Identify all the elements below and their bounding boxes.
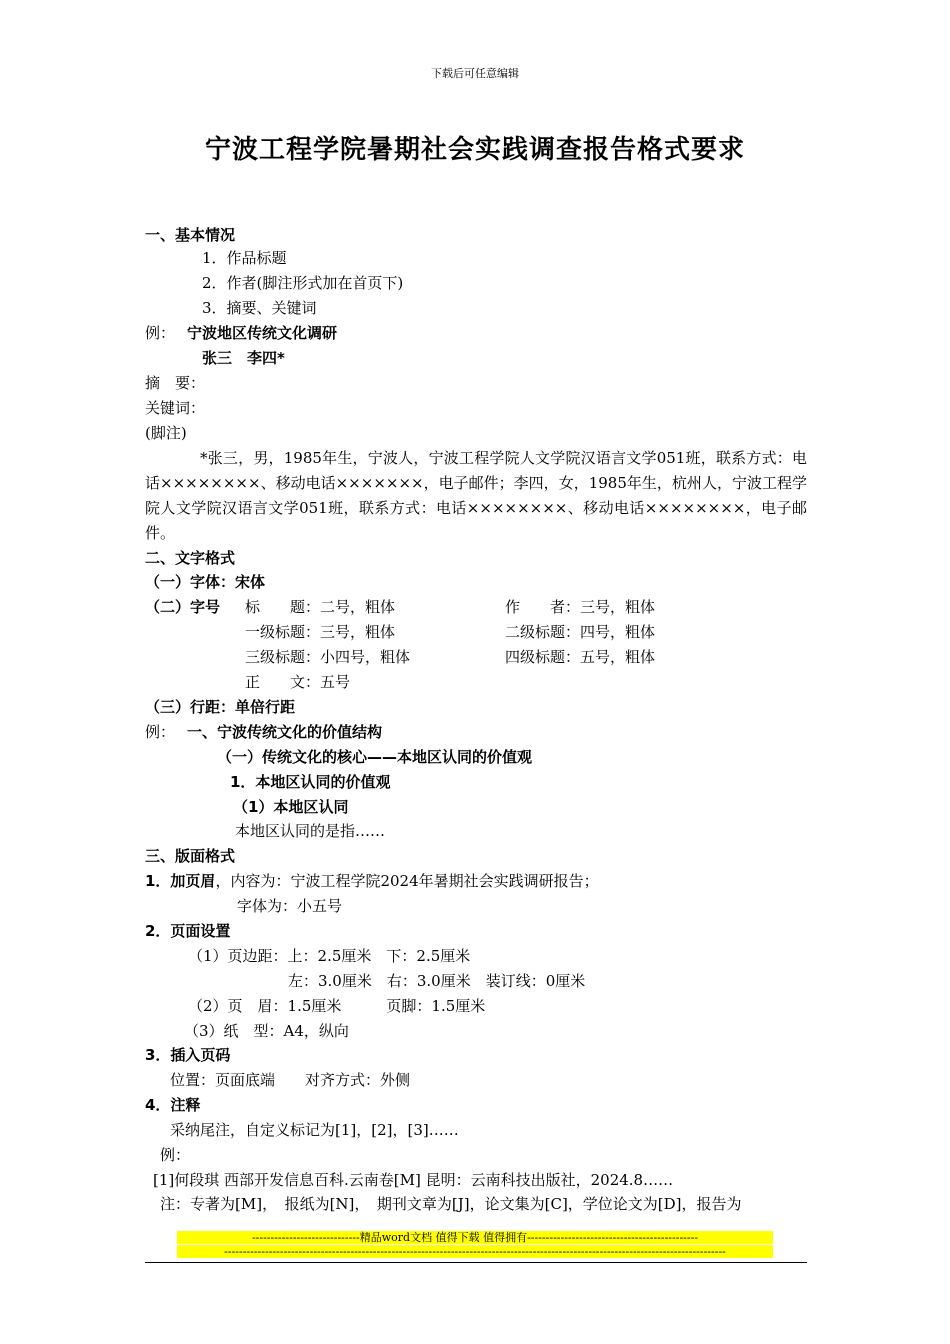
basic-item-2: 2．作者(脚注形式加在首页下) [202,274,404,292]
reference-type-note: 注：专著为[M]， 报纸为[N]， 期刊文章为[J]，论文集为[C]，学位论文为[D]，报告为 [160,1195,742,1213]
footer-dash-line: --------------------------------------------------------------------------------------------------------------------------------------- [177,1245,773,1258]
example-heading-level-4: （1）本地区认同 [233,798,349,816]
spacing-rule: （三）行距：单倍行距 [145,698,296,716]
size-level-2: 二级标题：四号，粗体 [505,623,656,641]
page-header-note: 下载后可任意编辑 [431,67,519,80]
size-body: 正 文：五号 [245,673,351,691]
example-prefix-2: 例： [145,723,176,741]
font-rule: （一）字体：宋体 [145,573,266,591]
notes-heading: 4．注释 [145,1096,201,1114]
basic-item-3: 3．摘要、关键词 [202,299,317,317]
paper-rule: （3）纸 型：A4，纵向 [184,1022,349,1040]
reference-example: [1]何段琪 西部开发信息百科.云南卷[M] 昆明：云南科技出版社，2024.8…… [153,1171,674,1189]
header-footer-rule: （2）页 眉：1.5厘米 页脚：1.5厘米 [188,997,486,1015]
size-level-1: 一级标题：三号，粗体 [245,623,396,641]
header-rule-label: 1．加页眉 [145,872,216,890]
header-font-rule: 字体为：小五号 [237,897,343,915]
size-author: 作 者：三号，粗体 [505,598,656,616]
header-rule-text: ，内容为：宁波工程学院2024年暑期社会实践调研报告； [215,872,599,890]
margin-rule-2: 左：3.0厘米 右：3.0厘米 装订线：0厘米 [288,972,586,990]
size-level-4: 四级标题：五号，粗体 [505,648,656,666]
section-1-heading: 一、基本情况 [145,226,236,244]
example-prefix: 例： [145,324,176,342]
example-authors: 张三 李四* [202,349,285,367]
page-number-heading: 3．插入页码 [145,1046,231,1064]
basic-item-1: 1．作品标题 [202,249,287,267]
section-2-heading: 二、文字格式 [145,549,236,567]
example-body-text: 本地区认同的是指…… [235,822,386,840]
document-title: 宁波工程学院暑期社会实践调查报告格式要求 [204,135,745,165]
page-number-rule: 位置：页面底端 对齐方式：外侧 [170,1071,411,1089]
footnote-label: (脚注) [145,424,187,442]
example-heading-level-1: 一、宁波传统文化的价值结构 [187,723,383,741]
example-heading-level-2: （一）传统文化的核心——本地区认同的价值观 [217,748,533,766]
notes-example-label: 例： [160,1146,191,1164]
size-rule-label: （二）字号 [145,598,221,616]
size-level-3: 三级标题：小四号，粗体 [245,648,411,666]
footer-promo-line: -----------------------------精品word文档 值得下载 值得拥有---------------------------------------------- [177,1231,773,1244]
notes-intro: 采纳尾注，自定义标记为[1]，[2]，[3]…… [170,1121,459,1139]
footnote-paragraph: *张三，男，1985年生，宁波人，宁波工程学院人文学院汉语言文学051班，联系方式：电话××××××××、移动电话×××××××，电子邮件；李四，女，1985年生，杭州人，宁波工程学院人文学院汉语言文学051班，联系方式：电话××××××××、移动电话××××××××，电子邮件。 [145,449,807,542]
example-title: 宁波地区传统文化调研 [187,324,338,342]
section-3-heading: 三、版面格式 [145,847,236,865]
example-heading-level-3: 1．本地区认同的价值观 [230,773,391,791]
page-setup-heading: 2．页面设置 [145,922,231,940]
footer-divider [145,1262,807,1263]
margin-rule-1: （1）页边距：上：2.5厘米 下：2.5厘米 [188,947,471,965]
abstract-label: 摘 要： [145,374,206,392]
header-rule [145,870,599,892]
keywords-label: 关键词： [145,399,206,417]
size-title: 标 题：二号，粗体 [245,598,396,616]
